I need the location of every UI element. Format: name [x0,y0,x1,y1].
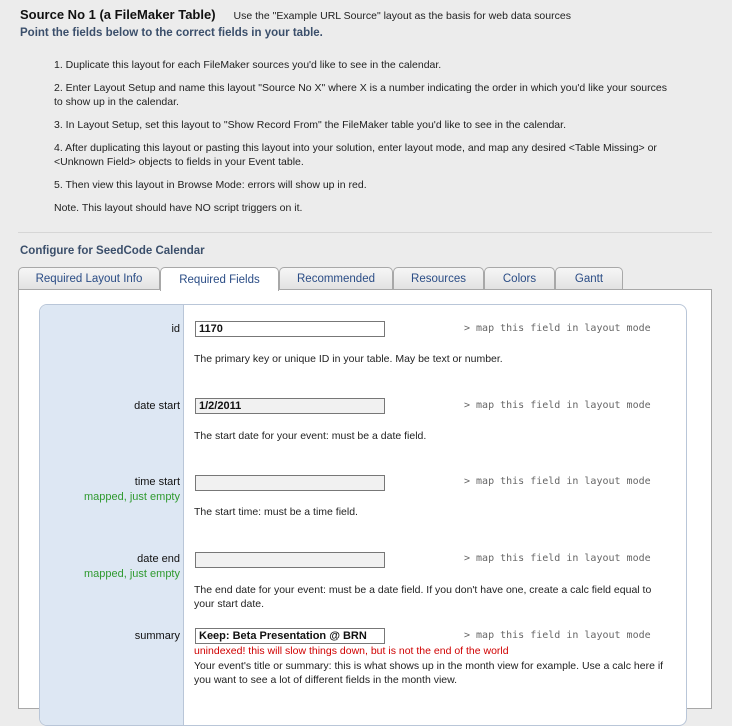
map-field-hint: > map this field in layout mode [464,400,651,411]
id-field[interactable]: 1170 [195,321,385,337]
field-status: mapped, just empty [84,568,180,580]
instruction-step: 1. Duplicate this layout for each FileMaker sources you'd like to see in the calendar. [54,59,442,71]
field-status: mapped, just empty [84,491,180,503]
date-end-field[interactable] [195,552,385,568]
field-description: The primary key or unique ID in your table. May be text or number. [194,353,503,365]
field-description: The start date for your event: must be a date field. [194,430,427,442]
tab-required-fields[interactable]: Required Fields [160,267,279,291]
field-label: id [171,323,180,335]
summary-field[interactable]: Keep: Beta Presentation @ BRN [195,628,385,644]
page-title: Source No 1 (a FileMaker Table) [20,7,216,22]
map-field-hint: > map this field in layout mode [464,476,651,487]
tab-required-layout-info[interactable]: Required Layout Info [18,267,160,289]
map-field-hint: > map this field in layout mode [464,630,651,641]
field-description: The end date for your event: must be a date field. If you don't have one, create a calc field equal to your start date. [194,584,652,610]
date-start-field[interactable]: 1/2/2011 [195,398,385,414]
tab-colors[interactable]: Colors [484,267,555,289]
field-label: date start [134,400,180,412]
tab-recommended[interactable]: Recommended [279,267,393,289]
fields-container [39,304,687,726]
header [20,7,571,22]
instruction-step: 5. Then view this layout in Browse Mode: errors will show up in red. [54,179,367,191]
label-column [40,305,184,725]
instruction-step: 4. After duplicating this layout or pasting this layout into your solution, enter layout mode, and map any desired <Table Missing> or <Unknown Field> objects to fields in your Event table. [54,142,657,168]
page-subtitle: Point the fields below to the correct fields in your table. [20,27,323,39]
map-field-hint: > map this field in layout mode [464,553,651,564]
section-divider [18,232,712,233]
field-label: date end [137,553,180,565]
field-label: time start [134,476,180,488]
tab-panel [18,289,712,709]
layout-note: Use the "Example URL Source" layout as the basis for web data sources [233,10,571,22]
field-error: unindexed! this will slow things down, but is not the end of the world [194,645,509,657]
field-description: Your event's title or summary: this is what shows up in the month view for example. Use a calc here if you want to see a lot of different fields in the month view. [194,660,664,686]
map-field-hint: > map this field in layout mode [464,323,651,334]
instruction-note: Note. This layout should have NO script triggers on it. [54,202,303,214]
instructions [54,58,674,224]
field-label: summary [134,630,180,642]
configure-title: Configure for SeedCode Calendar [20,245,205,257]
instruction-step: 2. Enter Layout Setup and name this layout "Source No X" where X is a number indicating the order in which you'd like your sources to show up in the calendar. [54,82,667,108]
instruction-step: 3. In Layout Setup, set this layout to "Show Record From" the FileMaker table you'd like to see in the calendar. [54,119,566,131]
tab-gantt[interactable]: Gantt [555,267,623,289]
field-description: The start time: must be a time field. [194,506,358,518]
tab-resources[interactable]: Resources [393,267,484,289]
time-start-field[interactable] [195,475,385,491]
